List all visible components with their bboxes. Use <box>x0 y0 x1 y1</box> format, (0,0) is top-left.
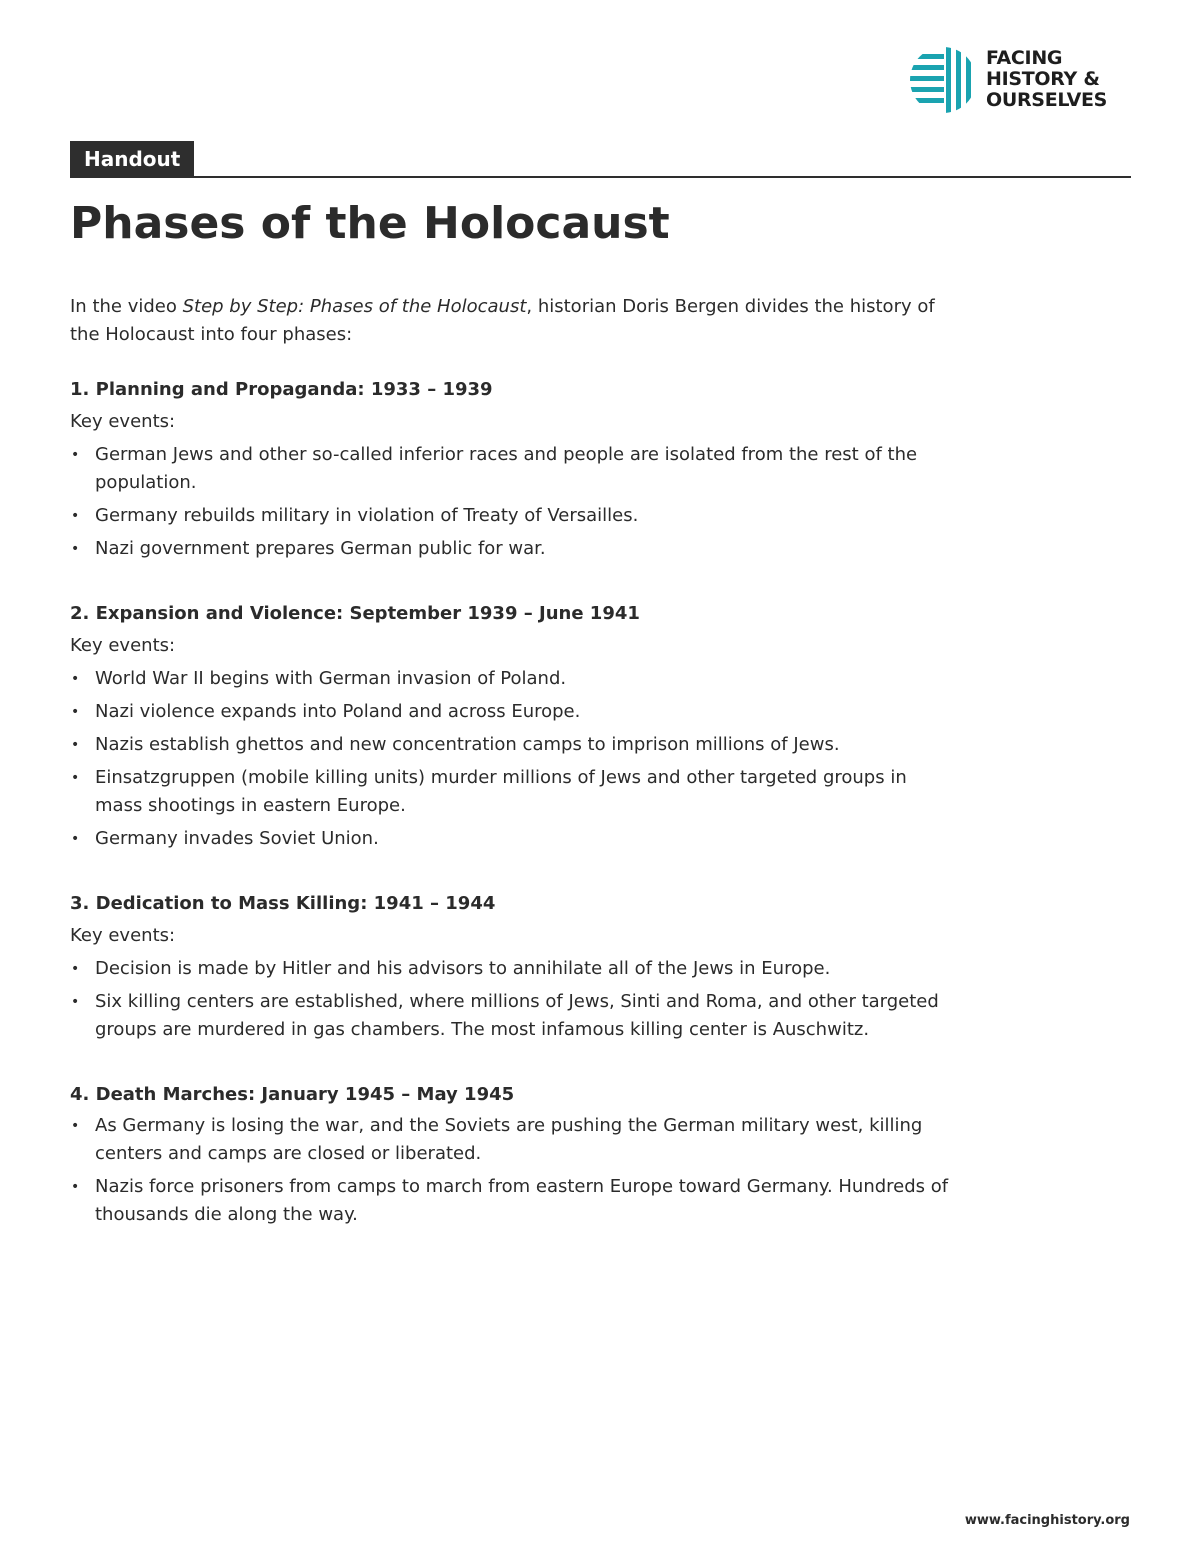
bullet-icon: • <box>71 961 80 977</box>
events-list <box>70 441 950 563</box>
list-item <box>70 665 950 693</box>
header-rule <box>70 176 1131 178</box>
bullet-icon: • <box>71 737 80 753</box>
intro-after: , historian Doris Bergen divides the history of the Holocaust into four phases: <box>70 296 935 345</box>
logo-line-1: FACING <box>986 47 1063 69</box>
handout-tag: Handout <box>70 141 194 177</box>
list-item <box>70 825 950 853</box>
phase-heading: 1. Planning and Propaganda: 1933 – 1939 <box>70 379 493 400</box>
phase-section <box>70 599 950 853</box>
footer-url: www.facinghistory.org <box>964 1513 1130 1528</box>
bullet-icon: • <box>71 1179 80 1195</box>
phase-heading: 2. Expansion and Violence: September 1939 – June 1941 <box>70 603 640 624</box>
intro-before: In the video <box>70 296 183 317</box>
bullet-icon: • <box>71 831 80 847</box>
bullet-icon: • <box>71 704 80 720</box>
event-text: Nazi government prepares German public for war. <box>95 538 546 559</box>
event-text: Germany invades Soviet Union. <box>95 828 379 849</box>
event-text: German Jews and other so-called inferior races and people are isolated from the rest of the population. <box>95 444 918 493</box>
logo-line-2: HISTORY & <box>986 68 1100 90</box>
key-events-label: Key events: <box>70 925 176 946</box>
event-text: As Germany is losing the war, and the Soviets are pushing the German military west, killing centers and camps are closed or liberated. <box>95 1115 923 1164</box>
key-events-label: Key events: <box>70 635 176 656</box>
bullet-icon: • <box>71 508 80 524</box>
bullet-icon: • <box>71 447 80 463</box>
document-body <box>70 293 950 1265</box>
facing-history-logo <box>910 44 1135 116</box>
event-text: Nazis establish ghettos and new concentration camps to imprison millions of Jews. <box>95 734 840 755</box>
event-text: Six killing centers are established, where millions of Jews, Sinti and Roma, and other targeted groups are murdered in gas chambers. The most infamous killing center is Auschwitz. <box>95 991 939 1040</box>
event-text: World War II begins with German invasion of Poland. <box>95 668 567 689</box>
event-text: Nazi violence expands into Poland and across Europe. <box>95 701 581 722</box>
list-item <box>70 502 950 530</box>
list-item <box>70 1112 950 1168</box>
list-item <box>70 988 950 1044</box>
event-text: Germany rebuilds military in violation of Treaty of Versailles. <box>95 505 639 526</box>
phases-list <box>70 375 950 1229</box>
events-list <box>70 665 950 853</box>
phase-heading: 4. Death Marches: January 1945 – May 1945 <box>70 1084 515 1105</box>
intro-paragraph <box>70 293 950 349</box>
list-item <box>70 535 950 563</box>
bullet-icon: • <box>71 671 80 687</box>
list-item <box>70 698 950 726</box>
bullet-icon: • <box>71 994 80 1010</box>
phase-section <box>70 375 950 563</box>
event-text: Einsatzgruppen (mobile killing units) murder millions of Jews and other targeted groups in mass shootings in eastern Europe. <box>95 767 907 816</box>
list-item <box>70 764 950 820</box>
events-list <box>70 1112 950 1229</box>
phase-section <box>70 889 950 1044</box>
logo-wordmark <box>986 48 1107 111</box>
bullet-icon: • <box>71 1118 80 1134</box>
phase-heading: 3. Dedication to Mass Killing: 1941 – 1944 <box>70 893 496 914</box>
logo-line-3: OURSELVES <box>986 89 1108 111</box>
logo-mark-icon <box>910 47 978 113</box>
bullet-icon: • <box>71 541 80 557</box>
list-item <box>70 955 950 983</box>
list-item <box>70 1173 950 1229</box>
event-text: Nazis force prisoners from camps to march from eastern Europe toward Germany. Hundreds of thousands die along the way. <box>95 1176 949 1225</box>
page-title: Phases of the Holocaust <box>70 198 670 249</box>
bullet-icon: • <box>71 770 80 786</box>
key-events-label: Key events: <box>70 411 176 432</box>
video-title: Step by Step: Phases of the Holocaust <box>182 296 527 317</box>
list-item <box>70 441 950 497</box>
list-item <box>70 731 950 759</box>
event-text: Decision is made by Hitler and his advisors to annihilate all of the Jews in Europe. <box>95 958 831 979</box>
events-list <box>70 955 950 1044</box>
phase-section <box>70 1080 950 1229</box>
